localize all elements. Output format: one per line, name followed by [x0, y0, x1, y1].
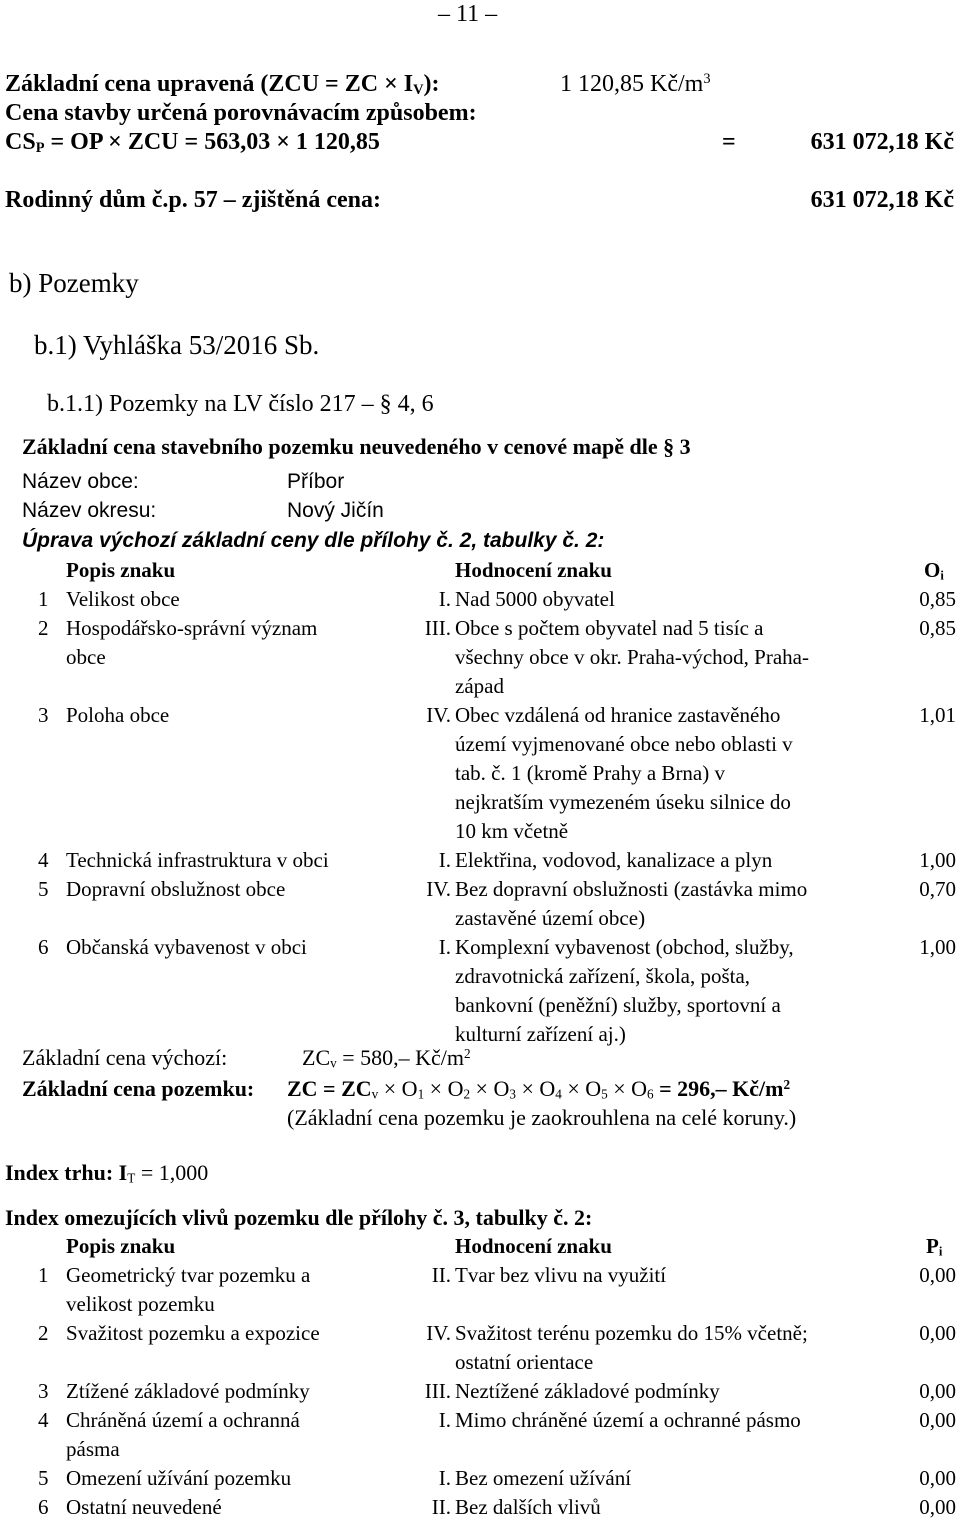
table1-row-roman: III.: [424, 616, 451, 640]
table1-row-hodnoceni: Elektřina, vodovod, kanalizace a plyn: [455, 848, 773, 872]
table1-row-hodnoceni: bankovní (peněžní) služby, sportovní a: [455, 993, 781, 1017]
zcu-label: Základní cena upravená (ZCU = ZC × $I_V$):: [5, 71, 440, 98]
table1-row-hodnoceni: Obce s počtem obyvatel nad 5 tisíc a: [455, 616, 764, 640]
table1-row-value: 1,01: [919, 703, 956, 727]
heading-b: b) Pozemky: [9, 268, 139, 298]
table1-row-roman: I.: [438, 848, 451, 872]
cs-label: Cena stavby určená porovnávacím způsobem:: [5, 100, 477, 126]
formula-o-term: × O: [470, 1076, 510, 1101]
table2-row-number: 4: [38, 1408, 49, 1432]
table1-row-hodnoceni: zdravotnická zařízení, škola, pošta,: [455, 964, 751, 988]
table1-row-value: 0,70: [919, 877, 956, 901]
table2-row-value: 0,00: [919, 1263, 956, 1287]
table2-header-popis: Popis znaku: [66, 1234, 176, 1258]
table1-row-hodnoceni: západ: [455, 674, 504, 698]
table1-header-oi: $O_i$: [924, 558, 944, 583]
table2-row-popis: Chráněná území a ochranná: [66, 1408, 300, 1432]
table1-row-popis: Občanská vybavenost v obci: [66, 935, 307, 959]
table1-row-hodnoceni: Komplexní vybavenost (obchod, služby,: [455, 935, 794, 959]
csp-eq: =: [722, 129, 736, 155]
table2-row-popis: Ostatní neuvedené: [66, 1495, 222, 1519]
table1-row-hodnoceni: všechny obce v okr. Praha-východ, Praha-: [455, 645, 809, 669]
table2-row-hodnoceni: Tvar bez vlivu na využití: [455, 1263, 667, 1287]
rd-value: 631 072,18 Kč: [810, 187, 954, 213]
table2-row-popis: Svažitost pozemku a expozice: [66, 1321, 320, 1345]
table1-row-roman: IV.: [426, 703, 451, 727]
table1-row-number: 4: [38, 848, 49, 872]
csp-formula: $CS_P$ = OP × ZCU = 563,03 × 1 120,85: [5, 129, 380, 156]
table1-row-roman: IV.: [426, 877, 451, 901]
formula-o-term: × O: [383, 1076, 418, 1101]
heading-b11: b.1.1) Pozemky na LV číslo 217 – § 4, 6: [47, 391, 434, 417]
formula-o-term: × O: [515, 1076, 556, 1101]
table1-row-roman: I.: [438, 935, 451, 959]
table2-row-roman: I.: [438, 1408, 451, 1432]
table1-row-hodnoceni: Obec vzdálená od hranice zastavěného: [455, 703, 781, 727]
table2-row-hodnoceni: ostatní orientace: [455, 1350, 594, 1374]
index-trhu: Index trhu: $I_T = 1,000$: [5, 1160, 209, 1186]
table2-row-number: 3: [38, 1379, 49, 1403]
table1-row-popis: obce: [66, 645, 106, 669]
table1-row-value: 1,00: [919, 848, 956, 872]
table2-row-roman: II.: [431, 1495, 451, 1519]
table2-row-value: 0,00: [919, 1408, 956, 1432]
table2-row-hodnoceni: Neztížené základové podmínky: [455, 1379, 720, 1403]
table1-row-popis: Technická infrastruktura v obci: [66, 848, 329, 872]
table2-row-popis: pásma: [66, 1437, 120, 1461]
table2-header-hodnoceni: Hodnocení znaku: [455, 1234, 612, 1258]
table1-row-hodnoceni: nejkratším vymezeném úseku silnice do: [455, 790, 791, 814]
table1-row-hodnoceni: Nad 5000 obyvatel: [455, 587, 615, 611]
table1-row-popis: Dopravní obslužnost obce: [66, 877, 286, 901]
zcu-value: 1 120,85 $Kč/m^3$: [560, 71, 711, 97]
table1-row-hodnoceni: Bez dopravní obslužnosti (zastávka mimo: [455, 877, 808, 901]
zc-vychozi-label: Základní cena výchozí:: [22, 1045, 228, 1070]
table1-row-value: 0,85: [919, 616, 956, 640]
page-number: – 11 –: [438, 1, 498, 27]
zc-pozemku-label: Základní cena pozemku:: [22, 1076, 255, 1101]
zc-pozemku-formula: ZC = $ZC_v \times O_1 \times O_2 \times O_3 \times O_4 \times O_5 \times O_6 = 296,-$ $Kč/m^2$: [287, 1076, 791, 1102]
table2-row-value: 0,00: [919, 1379, 956, 1403]
table1-row-hodnoceni: území vyjmenované obce nebo oblasti v: [455, 732, 793, 756]
table2-row-number: 2: [38, 1321, 49, 1345]
table1-header-popis: Popis znaku: [66, 558, 176, 582]
table1-row-number: 6: [38, 935, 49, 959]
formula-o-term: × O: [607, 1076, 648, 1101]
table2-row-value: 0,00: [919, 1495, 956, 1519]
obec-label: Název obce:: [22, 470, 139, 493]
obec-value: Příbor: [287, 470, 345, 493]
csp-value: 631 072,18 Kč: [810, 129, 954, 155]
index-omez-heading: Index omezujících vlivů pozemku dle přílohy č. 3, tabulky č. 2:: [5, 1205, 593, 1230]
table1-row-number: 3: [38, 703, 49, 727]
heading-b1: b.1) Vyhláška 53/2016 Sb.: [34, 330, 320, 360]
table1-row-value: 0,85: [919, 587, 956, 611]
rd-label: Rodinný dům č.p. 57 – zjištěná cena:: [5, 187, 382, 213]
uprava-heading: Úprava výchozí základní ceny dle přílohy č. 2, tabulky č. 2:: [22, 529, 605, 552]
okres-value: Nový Jičín: [287, 499, 384, 522]
table1-row-hodnoceni: kulturní zařízení aj.): [455, 1022, 626, 1046]
table2-row-hodnoceni: Bez omezení užívání: [455, 1466, 632, 1490]
okres-label: Název okresu:: [22, 499, 157, 522]
table2-row-roman: II.: [431, 1263, 451, 1287]
table1-header-hodnoceni: Hodnocení znaku: [455, 558, 612, 582]
table2-row-roman: IV.: [426, 1321, 451, 1345]
table1-row-popis: Hospodářsko-správní význam: [66, 616, 318, 640]
table1-row-popis: Poloha obce: [66, 703, 170, 727]
table1-row-number: 5: [38, 877, 49, 901]
table2-row-number: 6: [38, 1495, 49, 1519]
table1-row-hodnoceni: zastavěné území obce): [455, 906, 646, 930]
table2-row-hodnoceni: Svažitost terénu pozemku do 15% včetně;: [455, 1321, 808, 1345]
table2-row-popis: Ztížené základové podmínky: [66, 1379, 310, 1403]
formula-o-term: × O: [424, 1076, 464, 1101]
zc-note: (Základní cena pozemku je zaokrouhlena na celé koruny.): [287, 1105, 797, 1130]
table2-row-popis: Omezení užívání pozemku: [66, 1466, 292, 1490]
table1-row-popis: Velikost obce: [66, 587, 180, 611]
zc-vychozi-value: $ZC_v = 580,-$ $Kč/m^2$: [302, 1045, 471, 1071]
table2-row-hodnoceni: Mimo chráněné území a ochranné pásmo: [455, 1408, 801, 1432]
table2-row-popis: Geometrický tvar pozemku a: [66, 1263, 311, 1287]
table1-row-hodnoceni: 10 km včetně: [455, 819, 569, 843]
table1-row-value: 1,00: [919, 935, 956, 959]
zakladni-heading: Základní cena stavebního pozemku neuvedeného v cenové mapě dle § 3: [22, 434, 691, 459]
table1-row-hodnoceni: tab. č. 1 (kromě Prahy a Brna) v: [455, 761, 725, 785]
table2-row-popis: velikost pozemku: [66, 1292, 215, 1316]
formula-o-term: × O: [561, 1076, 602, 1101]
table2-row-number: 5: [38, 1466, 49, 1490]
table2-row-number: 1: [38, 1263, 49, 1287]
table2-header-pi: $P_i$: [926, 1234, 943, 1259]
table1-row-roman: I.: [438, 587, 451, 611]
table1-row-number: 2: [38, 616, 49, 640]
table2-row-value: 0,00: [919, 1466, 956, 1490]
table2-row-roman: III.: [424, 1379, 451, 1403]
table2-row-hodnoceni: Bez dalších vlivů: [455, 1495, 601, 1519]
table2-row-value: 0,00: [919, 1321, 956, 1345]
table1-row-number: 1: [38, 587, 49, 611]
table2-row-roman: I.: [438, 1466, 451, 1490]
